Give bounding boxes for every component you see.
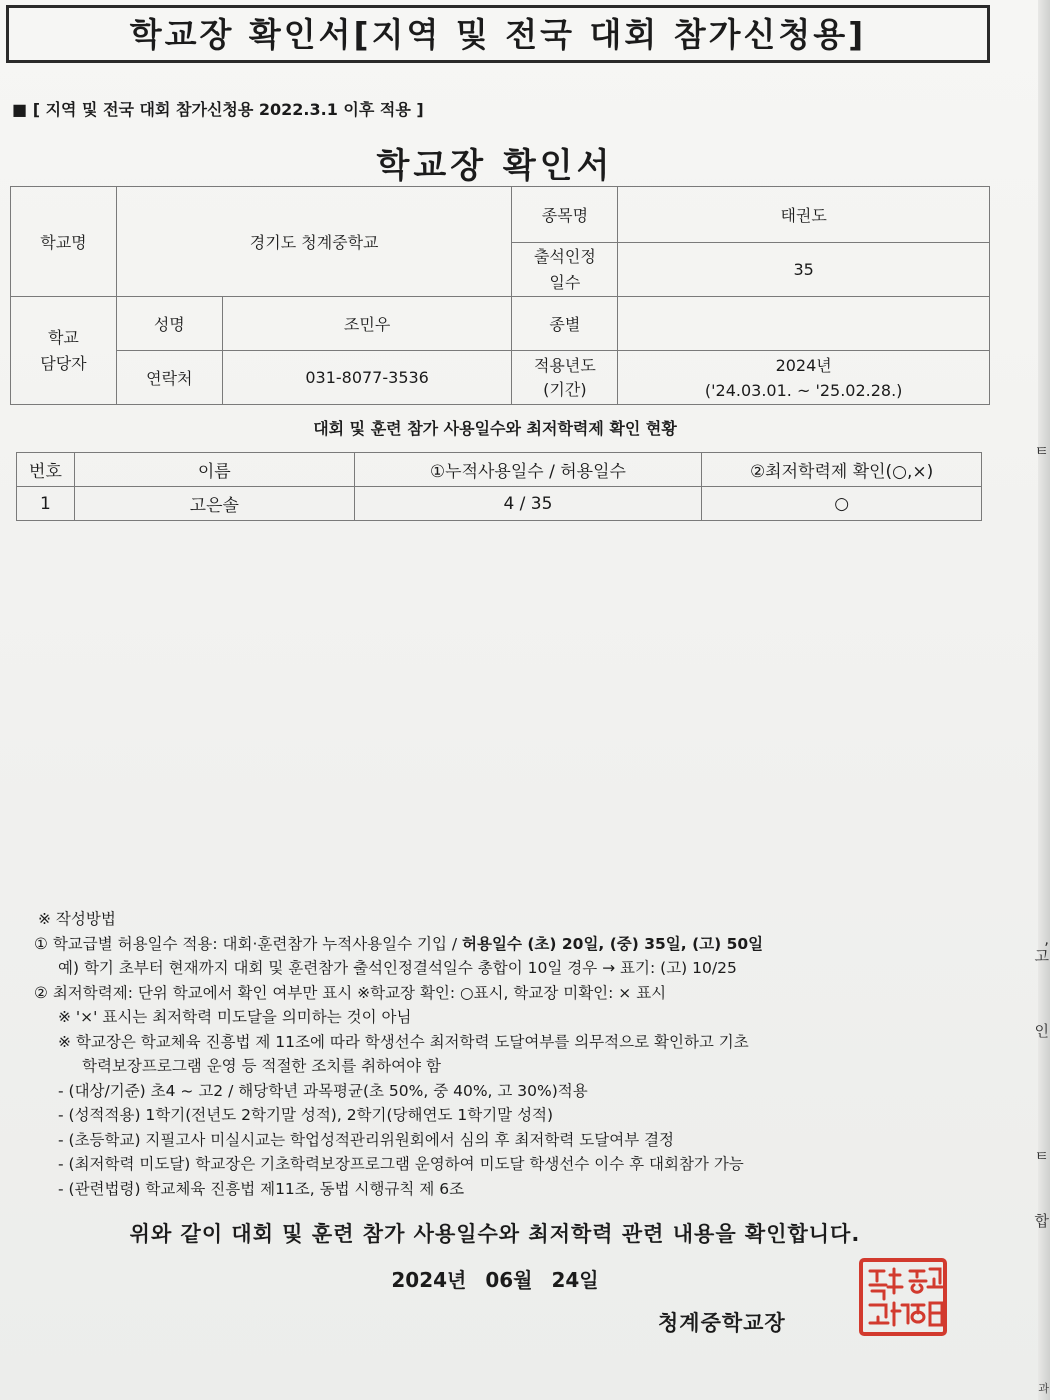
- row-number: 1: [17, 487, 75, 521]
- section-label: ■ [ 지역 및 전국 대회 참가신청용 2022.3.1 이후 적용 ]: [12, 100, 424, 119]
- table-row: [17, 487, 982, 521]
- confirmation-statement: 위와 같이 대회 및 훈련 참가 사용일수와 최저학력 관련 내용을 확인합니다.: [129, 1222, 861, 1246]
- status-header-row: [17, 453, 982, 487]
- event-value: 태권도: [618, 187, 990, 243]
- header-name: 이름: [74, 453, 354, 487]
- name-label: 성명: [116, 297, 222, 351]
- detail-5: - (관련법령) 학교체육 진흥법 제11조, 동법 시행규칙 제 6조: [58, 1179, 465, 1198]
- principal-name: 청계중학교장: [658, 1311, 786, 1335]
- contact-person-label-line2: 담당자: [40, 353, 87, 373]
- header-title: 학교장 확인서[지역 및 전국 대회 참가신청용]: [129, 15, 867, 54]
- info-table: [10, 186, 990, 405]
- year-label-line2: (기간): [543, 379, 587, 399]
- detail-2: - (성적적용) 1학기(전년도 2학기말 성적), 2학기(당해연도 1학기말 성적): [58, 1106, 554, 1124]
- edge-char-5: ㅌ: [1034, 1147, 1049, 1165]
- note-2-b-line2: 학력보장프로그램 운영 등 적절한 조치를 취하여야 함: [82, 1057, 441, 1075]
- note-1-bold: 허용일수 (초) 20일, (중) 35일, (고) 50일: [462, 934, 764, 953]
- edge-char-4: 인: [1034, 1022, 1049, 1040]
- note-1: [34, 932, 763, 957]
- status-table: [16, 452, 982, 521]
- contact-person-label-line1: 학교: [47, 327, 79, 347]
- edge-char-2: ,: [1044, 930, 1049, 948]
- note-1-example: 예) 학기 초부터 현재까지 대회 및 훈련참가 출석인정결석일수 총합이 10일 경우 → 표기: (고) 10/25: [58, 959, 737, 977]
- year-label: [512, 351, 618, 405]
- year-text: 2024년: [775, 355, 832, 375]
- phone-label: 연락처: [116, 351, 222, 405]
- header-days: ①누적사용일수 / 허용일수: [354, 453, 702, 487]
- header-min-grade: ②최저학력제 확인(○,×): [702, 453, 982, 487]
- edge-char-6: 합: [1034, 1212, 1049, 1230]
- note-1-text: ① 학교급별 허용일수 적용: 대회·훈련참가 누적사용일수 기입 /: [34, 934, 463, 953]
- note-2: ② 최저학력제: 단위 학교에서 확인 여부만 표시 ※학교장 확인: ○표시, 학교장 미확인: × 표시: [34, 983, 667, 1002]
- attendance-value: 35: [618, 243, 990, 297]
- edge-char-1: ㅌ: [1034, 442, 1049, 460]
- attendance-label-line1: 출석인정: [533, 246, 596, 266]
- period-text: ('24.03.01. ~ '25.02.28.): [704, 380, 903, 400]
- event-label: 종목명: [512, 187, 618, 243]
- official-seal: [858, 1257, 948, 1337]
- school-name-label: 학교명: [11, 187, 117, 297]
- detail-1: - (대상/기준) 초4 ~ 고2 / 해당학년 과목평균(초 50%, 중 40%, 고 30%)적용: [58, 1081, 588, 1100]
- detail-3: - (초등학교) 지필고사 미실시교는 학업성적관리위원회에서 심의 후 최저학력 도달여부 결정: [58, 1130, 675, 1149]
- row-days: 4 / 35: [354, 487, 702, 521]
- status-title: 대회 및 훈련 참가 사용일수와 최저학력제 확인 현황: [313, 419, 677, 438]
- edge-char-3: 고: [1034, 947, 1049, 965]
- note-2-a: ※ '×' 표시는 최저학력 미도달을 의미하는 것이 아님: [58, 1008, 412, 1026]
- year-value: [618, 351, 990, 405]
- notes-heading: ※ 작성방법: [38, 910, 116, 928]
- main-title: 학교장 확인서: [376, 146, 614, 186]
- row-name: 고은솔: [74, 487, 354, 521]
- year-label-line1: 적용년도: [533, 355, 596, 375]
- instructions: [34, 907, 763, 1201]
- note-2-b-line1: ※ 학교장은 학교체육 진흥법 제 11조에 따라 학생선수 최저학력 도달여부를 의무적으로 확인하고 기초: [58, 1032, 749, 1051]
- category-value: [618, 297, 990, 351]
- issue-date: 2024년 06월 24일: [391, 1268, 599, 1292]
- school-name-value: 경기도 청계중학교: [116, 187, 512, 297]
- name-value: 조민우: [222, 297, 512, 351]
- phone-value: 031-8077-3536: [222, 351, 512, 405]
- detail-4: - (최저학력 미도달) 학교장은 기초학력보장프로그램 운영하여 미도달 학생선수 이수 후 대회참가 가능: [58, 1155, 744, 1173]
- header-number: 번호: [17, 453, 75, 487]
- contact-person-label: [11, 297, 117, 405]
- edge-char-7: 과: [1038, 1382, 1049, 1395]
- adjacent-page-edge: [1034, 0, 1050, 1400]
- category-label: 종별: [512, 297, 618, 351]
- header-title-box: [6, 5, 990, 63]
- row-min-grade: ○: [702, 487, 982, 521]
- attendance-label-line2: 일수: [549, 272, 581, 292]
- attendance-label: [512, 243, 618, 297]
